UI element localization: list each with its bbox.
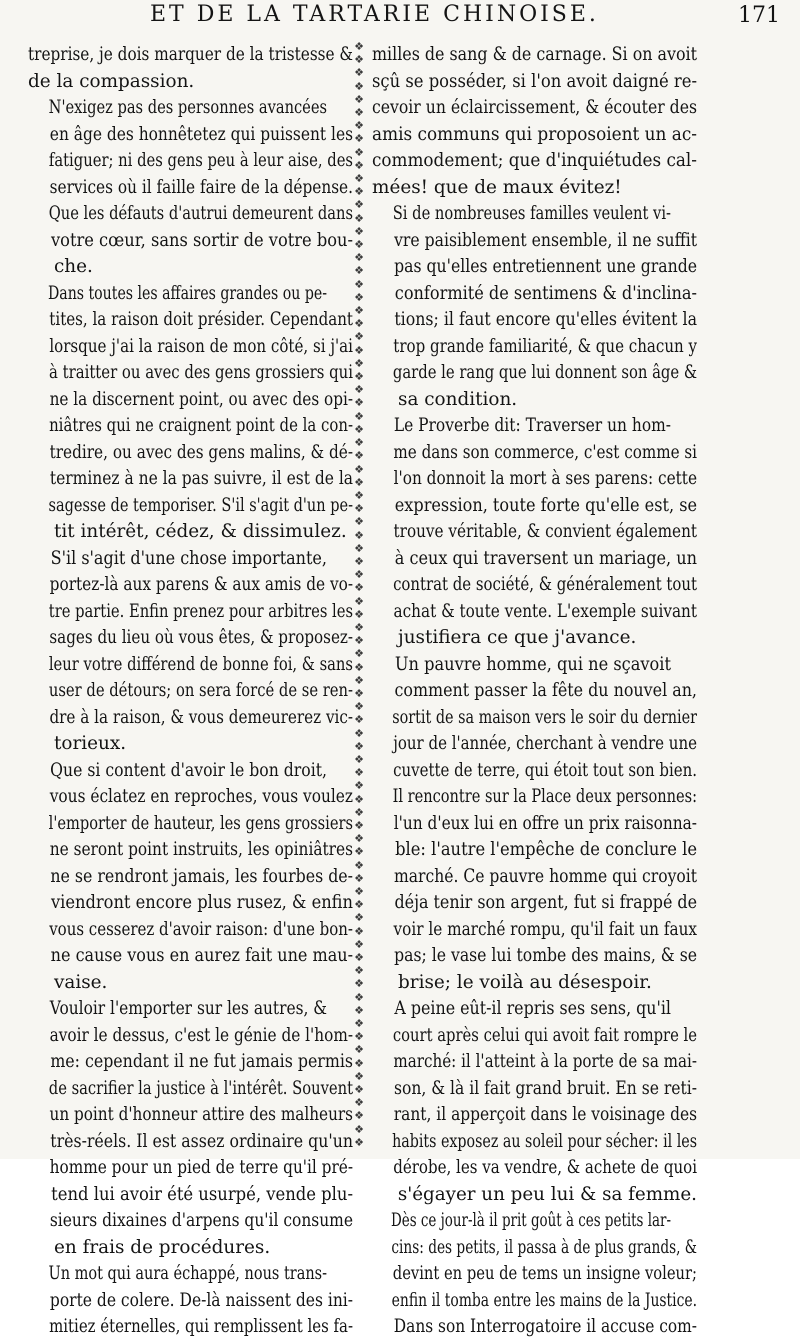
text-line: sçû se posséder, si l'on avoit daigné re-	[372, 70, 697, 92]
left-text-column	[28, 42, 353, 1341]
text-line: garde le rang que lui donnent son âge &	[392, 362, 697, 383]
text-line: pas qu'elles entretiennent une grande	[394, 256, 697, 277]
fleuron-ornament: ❖	[354, 317, 364, 331]
text-line: expression, toute forte qu'elle est, se	[394, 494, 697, 516]
text-line: mées! que de maux évitez!	[372, 176, 622, 198]
text-line: S'il s'agit d'une chose importante,	[50, 547, 328, 569]
fleuron-ornament: ❖	[354, 132, 364, 146]
fleuron-ornament: ❖	[354, 990, 364, 1004]
fleuron-ornament: ❖	[354, 356, 364, 370]
text-line: vre paisiblement ensemble, il ne suffit	[394, 229, 697, 251]
fleuron-ornament: ❖	[354, 66, 364, 80]
paragraph	[372, 1208, 697, 1341]
fleuron-ornament: ❖	[354, 383, 364, 397]
text-line: Un mot qui aura échappé, nous trans-	[48, 1263, 327, 1284]
text-line: Dès ce jour-là il prit goût à ces petits lar-	[390, 1210, 671, 1231]
fleuron-ornament: ❖	[354, 106, 364, 120]
running-title: ET DE LA TARTARIE CHINOISE.	[150, 2, 599, 27]
text-line: services où il faille faire de la dépense.	[49, 176, 353, 198]
text-line: tredire, ou avec des gens malins, & dé-	[49, 441, 354, 463]
fleuron-ornament: ❖	[354, 264, 364, 278]
text-line: torieux.	[54, 733, 127, 754]
paragraph	[372, 996, 697, 1208]
fleuron-ornament: ❖	[354, 251, 364, 265]
text-line: tites, la raison doit présider. Cependant	[49, 309, 353, 330]
text-line: Le Proverbe dit: Traverser un hom-	[393, 415, 671, 436]
text-line: porte de colere. De-là naissent des ini-	[49, 1289, 354, 1311]
text-line: sortit de sa maison vers le soir du dernier	[392, 706, 697, 728]
text-line: sages du lieu où vous êtes, & proposez-	[49, 627, 353, 648]
text-line: ne la discernent point, ou avec des opi-	[49, 388, 353, 410]
text-line: tre partie. Enfin prenez pour arbitres les	[48, 600, 353, 622]
page-number: 171	[738, 3, 780, 28]
fleuron-ornament: ❖	[354, 53, 364, 67]
fleuron-ornament: ❖	[354, 752, 364, 766]
text-line: achat & toute vente. L'exemple suivant	[393, 600, 697, 622]
text-line: homme pour un pied de terre qu'il pré-	[49, 1157, 354, 1178]
paragraph	[28, 996, 353, 1261]
fleuron-ornament: ❖	[354, 462, 364, 476]
text-line: Dans son Interrogatoire il accuse com-	[393, 1316, 697, 1337]
fleuron-ornament: ❖	[354, 554, 364, 568]
text-line: ble: l'autre l'empêche de conclure le	[395, 839, 697, 860]
fleuron-ornament: ❖	[354, 185, 364, 199]
fleuron-ornament: ❖	[354, 779, 364, 793]
fleuron-ornament: ❖	[354, 594, 364, 608]
fleuron-ornament: ❖	[354, 700, 364, 714]
fleuron-ornament: ❖	[354, 1030, 364, 1044]
text-line: en âge des honnêtetez qui puissent les	[49, 123, 353, 145]
fleuron-ornament: ❖	[354, 977, 364, 991]
text-line: rant, il apperçoit dans le voisinage des	[393, 1104, 697, 1125]
fleuron-ornament: ❖	[354, 502, 364, 516]
fleuron-ornament: ❖	[354, 172, 364, 186]
text-line: justifiera ce que j'avance.	[398, 627, 637, 648]
text-line: cins: des petits, il passa à de plus grands, &	[391, 1236, 697, 1258]
fleuron-ornament: ❖	[354, 238, 364, 252]
text-line: lorsque j'ai la raison de mon côté, si j'ai	[49, 335, 354, 357]
text-line: son, & là il fait grand bruit. En se reti-	[393, 1077, 697, 1099]
fleuron-ornament: ❖	[354, 290, 364, 304]
text-line: A peine eût-il repris ses sens, qu'il	[394, 998, 671, 1019]
fleuron-ornament: ❖	[354, 224, 364, 238]
text-line: de la compassion.	[28, 70, 195, 92]
paragraph	[28, 281, 353, 546]
text-line: l'on donnoit la mort à ses parens: cette	[393, 468, 697, 489]
text-line: vaise.	[54, 971, 108, 993]
fleuron-ornament: ❖	[354, 79, 364, 93]
paragraph	[28, 1261, 353, 1341]
fleuron-ornament: ❖	[354, 845, 364, 859]
fleuron-ornament: ❖	[354, 832, 364, 846]
fleuron-ornament: ❖	[354, 528, 364, 542]
running-head	[0, 0, 800, 40]
text-line: commodement; que d'inquiétudes cal-	[372, 150, 697, 171]
fleuron-ornament: ❖	[354, 1043, 364, 1057]
text-line: Dans toutes les affaires grandes ou pe-	[47, 282, 327, 304]
fleuron-ornament: ❖	[354, 951, 364, 965]
fleuron-ornament: ❖	[354, 1017, 364, 1031]
text-line: amis communs qui proposoient un ac-	[372, 123, 697, 145]
text-line: comment passer la fête du nouvel an,	[394, 680, 697, 701]
text-line: trop grande familiarité, & que chacun y	[393, 335, 697, 357]
text-line: Vouloir l'emporter sur les autres, &	[49, 998, 327, 1019]
text-line: votre cœur, sans sortir de votre bou-	[50, 229, 353, 251]
fleuron-ornament: ❖	[354, 766, 364, 780]
fleuron-ornament: ❖	[354, 198, 364, 212]
fleuron-ornament: ❖	[354, 409, 364, 423]
text-line: cuvette de terre, qui étoit tout son bien.	[393, 759, 697, 781]
fleuron-ornament: ❖	[354, 739, 364, 753]
fleuron-ornament: ❖	[354, 145, 364, 159]
fleuron-ornament: ❖	[354, 660, 364, 674]
text-line: de sacrifier la justice à l'intérêt. Souvent	[48, 1077, 353, 1099]
fleuron-ornament: ❖	[354, 515, 364, 529]
fleuron-ornament: ❖	[354, 488, 364, 502]
fleuron-ornament: ❖	[354, 686, 364, 700]
fleuron-ornament: ❖	[354, 647, 364, 661]
fleuron-ornament: ❖	[354, 1056, 364, 1070]
text-line: fatiguer; ni des gens peu à leur aise, des	[48, 150, 354, 171]
fleuron-ornament: ❖	[354, 396, 364, 410]
text-line: me: cependant il ne fut jamais permis	[50, 1051, 353, 1072]
fleuron-ornament: ❖	[354, 40, 364, 53]
right-text-column	[372, 42, 697, 1341]
text-line: treprise, je dois marquer de la tristesse &	[28, 44, 353, 65]
fleuron-ornament: ❖	[354, 581, 364, 595]
text-line: très-réels. Il est assez ordinaire qu'un	[50, 1130, 354, 1152]
text-line: tit intérêt, cédez, & dissimulez.	[54, 521, 347, 542]
text-line: viendront encore plus rusez, & enfin	[50, 892, 353, 913]
fleuron-ornament: ❖	[354, 1109, 364, 1123]
text-line: conformité de sentimens & d'inclina-	[394, 282, 697, 304]
text-line: voir le marché rompu, qu'il fait un faux	[393, 918, 697, 940]
text-line: me dans son commerce, c'est comme si	[393, 441, 697, 463]
fleuron-ornament: ❖	[354, 541, 364, 555]
fleuron-ornament: ❖	[354, 158, 364, 172]
text-line: avoir le dessus, c'est le génie de l'hom-	[49, 1024, 354, 1046]
fleuron-ornament: ❖	[354, 475, 364, 489]
text-line: en frais de procédures.	[54, 1236, 271, 1258]
fleuron-ornament: ❖	[354, 436, 364, 450]
fleuron-ornament: ❖	[354, 726, 364, 740]
fleuron-ornament: ❖	[354, 304, 364, 318]
fleuron-ornament: ❖	[354, 607, 364, 621]
text-line: contrat de société, & généralement tout	[393, 574, 697, 595]
text-line: un point d'honneur attire des malheurs	[49, 1104, 354, 1125]
fleuron-ornament: ❖	[354, 1003, 364, 1017]
fleuron-ornament: ❖	[354, 370, 364, 384]
fleuron-ornament: ❖	[354, 792, 364, 806]
paragraph	[372, 652, 697, 997]
fleuron-ornament: ❖	[354, 858, 364, 872]
text-line: vous éclatez en reproches, vous voulez	[49, 786, 353, 807]
fleuron-ornament: ❖	[354, 673, 364, 687]
text-line: sa condition.	[398, 388, 518, 410]
text-line: user de détours; on sera forcé de se ren-	[48, 680, 354, 701]
fleuron-ornament: ❖	[354, 1069, 364, 1083]
text-line: déja tenir son argent, fut si frappé de	[394, 892, 697, 913]
text-line: l'emporter de hauteur, les gens grossiers	[48, 812, 353, 834]
paragraph	[28, 758, 353, 997]
fleuron-ornament: ❖	[354, 1096, 364, 1110]
text-line: enfin il tomba entre les mains de la Justice.	[391, 1289, 697, 1311]
fleuron-ornament: ❖	[354, 634, 364, 648]
text-line: milles de sang & de carnage. Si on avoit	[372, 44, 697, 65]
text-line: Il rencontre sur la Place deux personnes:	[392, 786, 697, 807]
text-line: sagesse de temporiser. S'il s'agit d'un pe-	[48, 494, 354, 516]
text-line: vous cesserez d'avoir raison: d'une bon-	[49, 918, 353, 940]
text-line: Si de nombreuses familles veulent vi-	[392, 203, 671, 224]
text-line: ne se rendront jamais, les fourbes de-	[50, 865, 354, 887]
fleuron-ornament: ❖	[354, 713, 364, 727]
fleuron-ornament: ❖	[354, 805, 364, 819]
text-line: habits exposez au soleil pour sécher: il les	[392, 1130, 697, 1152]
fleuron-ornament: ❖	[354, 620, 364, 634]
fleuron-ornament: ❖	[354, 1135, 364, 1149]
fleuron-ornament: ❖	[354, 885, 364, 898]
paragraph	[28, 95, 353, 281]
text-line: tions; il faut encore qu'elles évitent la	[394, 309, 697, 330]
fleuron-ornament: ❖	[354, 92, 364, 106]
fleuron-ornament: ❖	[354, 449, 364, 463]
fleuron-ornament: ❖	[354, 343, 364, 357]
text-line: N'exigez pas des personnes avancées	[48, 97, 327, 118]
text-line: ne seront point instruits, les opiniâtres	[49, 839, 354, 860]
fleuron-ornament: ❖	[354, 1083, 364, 1097]
text-line: l'un d'eux lui en offre un prix raisonna-	[393, 812, 697, 834]
text-line: ne cause vous en aurez fait une mau-	[50, 945, 353, 966]
text-line: sieurs dixaines d'arpens qu'il consume	[49, 1210, 353, 1231]
text-line: terminez à ne la pas suivre, il est de la	[49, 468, 354, 489]
text-line: devint en peu de tems un insigne voleur;	[392, 1263, 697, 1284]
fleuron-ornament: ❖	[354, 898, 364, 912]
text-line: cevoir un éclaircissement, & écouter des	[372, 97, 697, 118]
fleuron-ornament: ❖	[354, 211, 364, 225]
text-line: trouve véritable, & convient également	[393, 521, 697, 542]
paragraph	[372, 201, 697, 413]
text-line: brise; le voilà au désespoir.	[398, 971, 652, 993]
text-line: marché. Ce pauvre homme qui croyoit	[394, 865, 697, 887]
fleuron-ornament: ❖	[354, 568, 364, 582]
fleuron-ornament: ❖	[354, 964, 364, 978]
text-line: Que si content d'avoir le bon droit,	[50, 759, 328, 781]
text-line: mitiez éternelles, qui remplissent les fa-	[49, 1316, 353, 1337]
text-line: pas; le vase lui tombe des mains, & se	[394, 945, 697, 966]
text-line: à traitter ou avec des gens grossiers qui	[49, 362, 354, 383]
fleuron-ornament: ❖	[354, 422, 364, 436]
text-line: jour de l'année, cherchant à vendre une	[393, 733, 697, 754]
text-line: dre à la raison, & vous demeurerez vic-	[49, 706, 353, 728]
fleuron-ornament: ❖	[354, 871, 364, 885]
ornamental-column-divider	[349, 40, 369, 1150]
text-line: tend lui avoir été usurpé, vende plu-	[51, 1183, 353, 1205]
fleuron-ornament: ❖	[354, 937, 364, 951]
text-line: s'égayer un peu lui & sa femme.	[397, 1183, 697, 1205]
text-line: Un pauvre homme, qui ne sçavoit	[394, 653, 671, 675]
fleuron-ornament: ❖	[354, 1122, 364, 1136]
text-line: court après celui qui avoit fait rompre le	[392, 1024, 697, 1046]
fleuron-ornament: ❖	[354, 330, 364, 344]
fleuron-ornament: ❖	[354, 277, 364, 291]
paragraph	[372, 413, 697, 652]
text-line: dérobe, les va vendre, & achete de quoi	[393, 1157, 697, 1178]
paragraph	[372, 42, 697, 201]
text-line: niâtres qui ne craignent point de la con-	[49, 415, 354, 436]
text-line: portez-là aux parens & aux amis de vo-	[49, 574, 353, 595]
text-line: à ceux qui traversent un mariage, un	[394, 547, 697, 569]
fleuron-ornament: ❖	[354, 911, 364, 925]
text-line: che.	[54, 256, 93, 277]
fleuron-ornament: ❖	[354, 818, 364, 832]
fleuron-ornament: ❖	[354, 119, 364, 133]
text-line: marché: il l'atteint à la porte de sa mai-	[393, 1051, 697, 1072]
text-line: leur votre différend de bonne foi, & sans	[48, 653, 354, 675]
paragraph	[28, 42, 353, 95]
fleuron-ornament: ❖	[354, 924, 364, 938]
paragraph	[28, 546, 353, 758]
text-line: Que les défauts d'autrui demeurent dans	[48, 203, 354, 224]
